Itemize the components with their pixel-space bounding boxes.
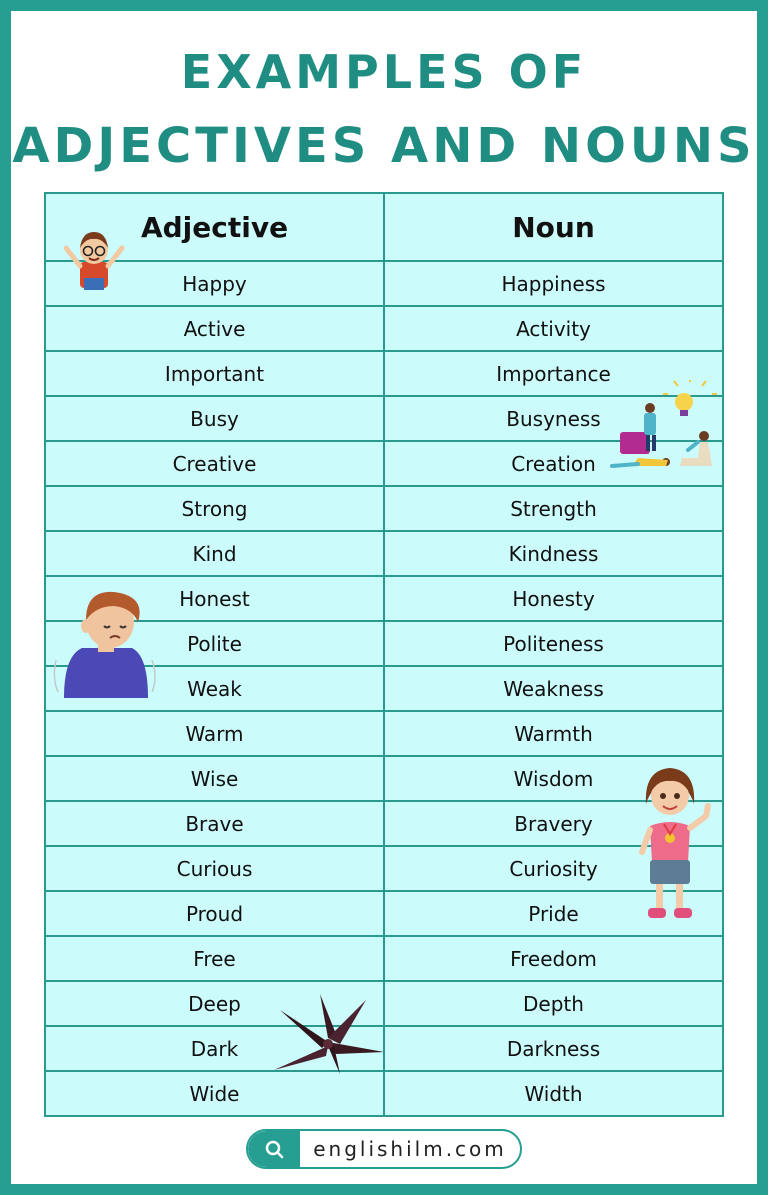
table-row xyxy=(45,306,723,351)
noun-cell: Importance xyxy=(384,351,723,396)
noun-cell: Curiosity xyxy=(384,846,723,891)
table-row xyxy=(45,981,723,1026)
table-row xyxy=(45,441,723,486)
noun-cell: Pride xyxy=(384,891,723,936)
adjective-cell: Happy xyxy=(45,261,384,306)
table-row xyxy=(45,261,723,306)
adjective-cell: Proud xyxy=(45,891,384,936)
noun-cell: Busyness xyxy=(384,396,723,441)
adjective-cell: Strong xyxy=(45,486,384,531)
search-icon xyxy=(248,1131,300,1167)
adjective-cell: Wide xyxy=(45,1071,384,1116)
noun-cell: Warmth xyxy=(384,711,723,756)
table-row xyxy=(45,801,723,846)
noun-cell: Strength xyxy=(384,486,723,531)
website-url[interactable]: englishilm.com xyxy=(313,1137,507,1161)
website-search-bar[interactable] xyxy=(246,1129,522,1169)
table-row xyxy=(45,1026,723,1071)
adjective-cell: Active xyxy=(45,306,384,351)
table-row xyxy=(45,486,723,531)
adjective-cell: Weak xyxy=(45,666,384,711)
adjective-cell: Curious xyxy=(45,846,384,891)
adjective-cell: Kind xyxy=(45,531,384,576)
adjective-cell: Polite xyxy=(45,621,384,666)
column-header-adjective: Adjective xyxy=(45,193,384,261)
table-row xyxy=(45,936,723,981)
table-row xyxy=(45,891,723,936)
adjective-noun-table xyxy=(44,192,724,1117)
adjective-cell: Warm xyxy=(45,711,384,756)
adjective-cell: Brave xyxy=(45,801,384,846)
adjective-cell: Busy xyxy=(45,396,384,441)
adjective-cell: Wise xyxy=(45,756,384,801)
table-row xyxy=(45,621,723,666)
adjective-cell: Dark xyxy=(45,1026,384,1071)
column-header-noun: Noun xyxy=(384,193,723,261)
noun-cell: Weakness xyxy=(384,666,723,711)
adjective-cell: Honest xyxy=(45,576,384,621)
adjective-cell: Creative xyxy=(45,441,384,486)
noun-cell: Freedom xyxy=(384,936,723,981)
page-title-line-1: EXAMPLES OF xyxy=(180,45,588,99)
noun-cell: Depth xyxy=(384,981,723,1026)
noun-cell: Bravery xyxy=(384,801,723,846)
table-row xyxy=(45,396,723,441)
table-row xyxy=(45,1071,723,1116)
noun-cell: Activity xyxy=(384,306,723,351)
page-title-line-2: ADJECTIVES AND NOUNS xyxy=(12,118,756,174)
table-row xyxy=(45,846,723,891)
table-row xyxy=(45,351,723,396)
table-row xyxy=(45,531,723,576)
noun-cell: Wisdom xyxy=(384,756,723,801)
table-row xyxy=(45,756,723,801)
adjective-cell: Free xyxy=(45,936,384,981)
table-row xyxy=(45,711,723,756)
table-header-row xyxy=(45,193,723,261)
adjective-cell: Important xyxy=(45,351,384,396)
noun-cell: Honesty xyxy=(384,576,723,621)
noun-cell: Politeness xyxy=(384,621,723,666)
noun-cell: Creation xyxy=(384,441,723,486)
table-row xyxy=(45,576,723,621)
noun-cell: Happiness xyxy=(384,261,723,306)
search-button[interactable] xyxy=(248,1131,300,1167)
noun-cell: Darkness xyxy=(384,1026,723,1071)
noun-cell: Width xyxy=(384,1071,723,1116)
noun-cell: Kindness xyxy=(384,531,723,576)
adjective-cell: Deep xyxy=(45,981,384,1026)
table-row xyxy=(45,666,723,711)
